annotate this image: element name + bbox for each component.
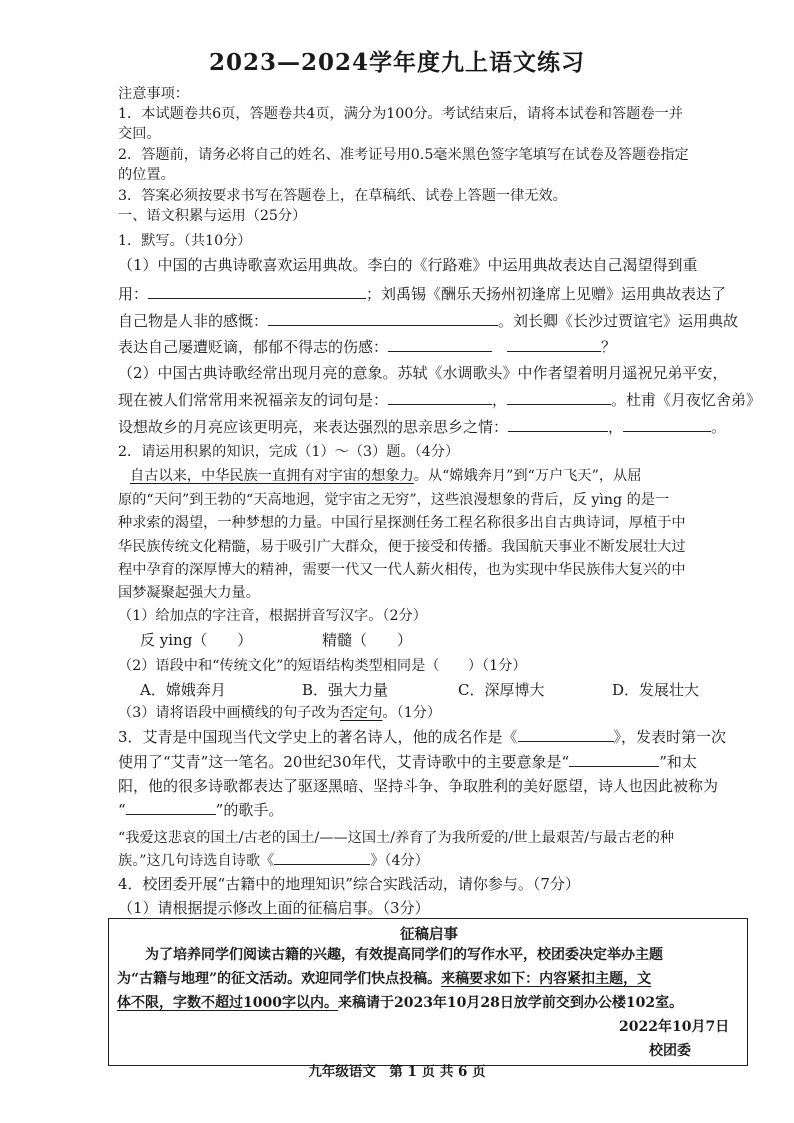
- q1-stem: 1．默写。（共10分）: [118, 233, 252, 249]
- q1-part2-line-c: [118, 417, 726, 437]
- q1-part1-c-post: 。刘长卿《长沙过贾谊宅》运用典故: [498, 312, 739, 330]
- notice-item-1a: 1．本试题卷共6页，答题卷共4页，满分为100分。考试结束后，请将本试卷和答题卷一并: [118, 106, 683, 122]
- q1-part1-line-c: [118, 311, 738, 331]
- q2-sub3-pre: （3）请将语段中画横线的句子改为: [118, 705, 340, 721]
- answer-blank[interactable]: [518, 727, 614, 742]
- q1-part1-d-pre: 表达自己屡遭贬谪，郁郁不得志的伤感：: [118, 338, 389, 356]
- answer-blank[interactable]: [507, 390, 611, 405]
- answer-blank[interactable]: [623, 417, 711, 432]
- q1-part2-b-post: 。杜甫《月夜忆舍弟》: [611, 391, 762, 409]
- notice-box-date: 2022年10月7日: [619, 1019, 730, 1035]
- q2-sub1: （1）给加点的字注音，根据拼音写汉字。（2分）: [118, 608, 427, 624]
- q3-line-1-post: 》，发表时第一次: [613, 728, 727, 746]
- q3-line-2: [118, 752, 697, 772]
- answer-blank[interactable]: [274, 850, 370, 865]
- page-title: 2023—2024学年度九上语文练习: [208, 49, 586, 76]
- notice-box-line-3: [117, 993, 683, 1013]
- q4-stem: 4．校团委开展“古籍中的地理知识”综合实践活动，请你参与。（7分）: [118, 875, 580, 893]
- q1-part2-b-pre: 现在被人们常常用来祝福亲友的词句是：: [118, 391, 389, 409]
- q2-sub3-underlined: 否定句: [339, 705, 383, 721]
- q2-option-b[interactable]: B．强大力量: [302, 681, 389, 699]
- notice-box-line-3-post: 来稿请于2023年10月28日放学前交到办公楼102室。: [337, 995, 684, 1011]
- q3-line-3: 阳，他的很多诗歌都表达了驱逐黑暗、坚持斗争、争取胜利的美好愿望，诗人也因此被称为: [118, 777, 719, 795]
- q2-option-c[interactable]: C．深厚博大: [458, 681, 545, 699]
- q2-underlined-sentence: 自古以来，中华民族一直拥有对宇宙的想象力: [130, 468, 414, 484]
- q3-line-4-post: ”的歌手。: [215, 801, 284, 819]
- notice-heading: 注意事项：: [118, 86, 189, 102]
- q3-poem-line-1: “我爱这悲哀的国土/古老的国土/——这国土/养育了为我所爱的/世上最艰苦/与最古老的种: [118, 830, 675, 846]
- q1-part1-line-b: [118, 284, 726, 304]
- q2-sub1-item-a: 反 ying（ ）: [140, 631, 253, 649]
- notice-box-line-2-pre: 为“古籍与地理”的征文活动。欢迎同学们快点投稿。: [117, 971, 442, 987]
- q1-part1-line-d: [118, 337, 616, 357]
- q3-poem-line-2: [118, 850, 429, 871]
- notice-item-2a: 2．答题前，请务必将自己的姓名、准考证号用0.5毫米黑色签字笔填写在试卷及答题卷指定: [118, 147, 689, 163]
- q2-option-a[interactable]: A．嫦娥奔月: [140, 681, 226, 699]
- notice-item-3: 3．答案必须按要求书写在答题卷上，在草稿纸、试卷上答题一律无效。: [118, 188, 567, 204]
- q1-part1-line-a: （1）中国的古典诗歌喜欢运用典故。李白的《行路难》中运用典故表达自己渴望得到重: [118, 256, 698, 274]
- answer-blank[interactable]: [508, 417, 608, 432]
- q2-para-line-2: 原的“天问”到王勃的“天高地迥，觉宇宙之无穷”，这些浪漫想象的背后，反 yìng 的是一: [118, 492, 670, 508]
- notice-box-line-2: [117, 969, 651, 989]
- q2-para-line-1-rest: 。从“嫦娥奔月”到“万户飞天”，从屈: [413, 468, 642, 484]
- q2-para-line-4: 华民族传统文化精髓，易于吸引广大群众，便于接受和传播。我国航天事业不断发展壮大过: [118, 539, 686, 555]
- q3-poem-2-pre: 族。”这几句诗选自诗歌《: [118, 853, 275, 869]
- q3-line-4-pre: “: [118, 801, 126, 819]
- answer-blank[interactable]: [388, 337, 492, 352]
- q2-sub3-post: 。（1分）: [382, 705, 442, 721]
- q1-part2-c-pre: 设想故乡的月亮应该更明亮，来表达强烈的思亲思乡之情：: [118, 418, 509, 436]
- notice-item-2b: 的位置。: [118, 167, 175, 183]
- q2-para-line-5: 程中孕育的深厚博大的精神，需要一代又一代人薪火相传，也为实现中华民族伟大复兴的中: [118, 562, 686, 578]
- q3-line-1: [118, 727, 726, 747]
- q3-line-1-pre: 3．艾青是中国现当代文学史上的著名诗人，他的成名作是《: [118, 728, 518, 746]
- notice-box-signature: 校团委: [649, 1043, 691, 1059]
- q4-sub1: （1）请根据提示修改上面的征稿启事。（3分）: [118, 899, 430, 917]
- answer-blank[interactable]: [268, 311, 498, 326]
- q1-part1-d-end: ？: [601, 338, 617, 356]
- answer-blank[interactable]: [126, 800, 216, 815]
- q3-line-4: [118, 800, 283, 820]
- notice-box-title: 征稿启事: [400, 926, 458, 943]
- page-footer: 九年级语文 第 1 页 共 6 页: [308, 1064, 486, 1080]
- q2-sub2: （2）语段中和“传统文化”的短语结构类型相同是（ ）（1分）: [118, 658, 527, 674]
- q3-line-2-post: ”和太: [659, 753, 697, 771]
- answer-blank[interactable]: [388, 390, 492, 405]
- q2-para-line-6: 国梦凝聚起强大力量。: [118, 585, 260, 601]
- q2-option-d[interactable]: D．发展壮大: [612, 681, 700, 699]
- answer-blank[interactable]: [569, 752, 659, 767]
- q3-poem-2-post: 》（4分）: [370, 853, 429, 869]
- q3-line-2-pre: 使用了“艾青”这一笔名。20世纪30年代，艾青诗歌中的主要意象是“: [118, 753, 570, 771]
- q2-sub1-item-b: 精髓（ ）: [322, 631, 413, 649]
- q1-part2-c-end: 。: [711, 418, 727, 436]
- notice-box-line-1: 为了培养同学们阅读古籍的兴趣，有效提高同学们的写作水平，校团委决定举办主题: [145, 947, 663, 963]
- notice-item-1b: 交回。: [118, 126, 161, 142]
- q1-part2-line-b: [118, 390, 761, 410]
- q1-part1-b-post: ；刘禹锡《酬乐天扬州初逢席上见赠》运用典故表达了: [366, 285, 727, 303]
- q1-part2-b-mid: ，: [492, 391, 508, 409]
- q2-sub3: [118, 703, 441, 723]
- q1-part2-c-mid: ，: [608, 418, 624, 436]
- answer-blank[interactable]: [507, 337, 601, 352]
- call-for-papers-notice: [108, 918, 748, 1066]
- q1-part1-b-pre: 用：: [118, 285, 149, 303]
- notice-box-line-3-underlined: 体不限，字数不超过1000字以内。: [117, 995, 338, 1011]
- q1-part1-c-pre: 自己物是人非的感慨：: [118, 312, 269, 330]
- section-1-heading: 一、语文积累与运用（25分）: [118, 208, 307, 224]
- q2-stem: 2．请运用积累的知识，完成（1）～（3）题。（4分）: [118, 444, 460, 460]
- notice-box-line-2-underlined: 来稿要求如下：内容紧扣主题，文: [441, 971, 652, 987]
- answer-blank[interactable]: [148, 284, 366, 299]
- q2-para-line-1: [130, 466, 641, 486]
- q2-para-line-3: 种求索的渴望，一种梦想的力量。中国行星探测任务工程名称很多出自古典诗词，厚植于中: [118, 515, 686, 531]
- q1-part2-line-a: （2）中国古典诗歌经常出现月亮的意象。苏轼《水调歌头》中作者望着明月遥祝兄弟平安，: [118, 364, 728, 382]
